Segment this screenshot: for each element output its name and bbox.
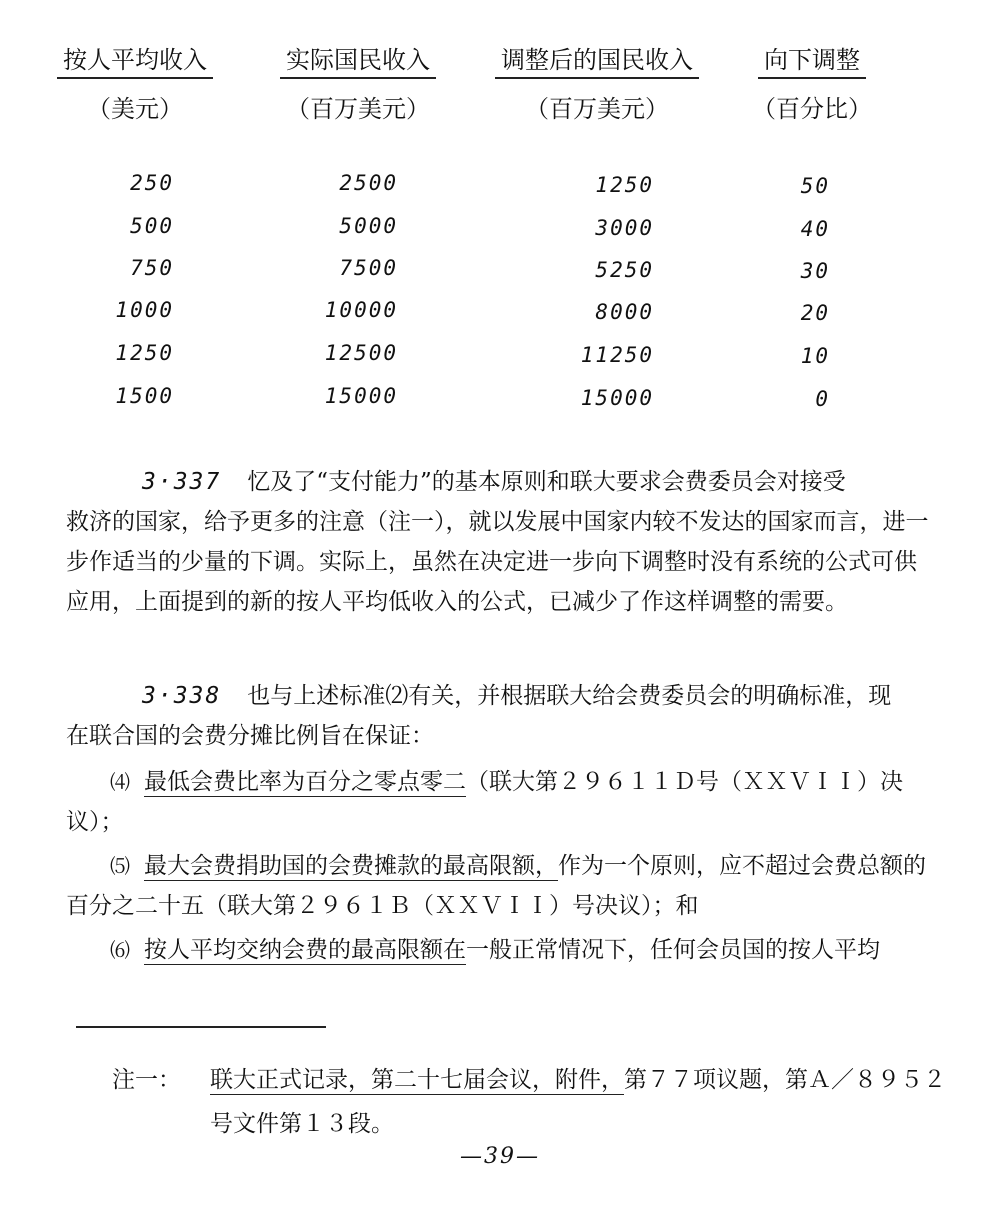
table-cell: 1500 bbox=[115, 384, 174, 408]
table-cell: 40 bbox=[800, 217, 830, 241]
paragraph-3-338 bbox=[66, 676, 938, 756]
item-label: ⑷ bbox=[110, 770, 130, 794]
header-adjusted-national-income bbox=[492, 40, 702, 124]
header-unit: （美元） bbox=[87, 95, 183, 123]
item-text: （联大第２９６１１Ｄ号（ＸＸＶＩＩ）决议）； bbox=[66, 769, 903, 835]
table-cell: 8000 bbox=[595, 300, 654, 324]
table-cell: 10 bbox=[800, 344, 830, 368]
header-title: 按人平均收入 bbox=[57, 40, 213, 79]
footnote-continuation: 号文件第１３段。 bbox=[210, 1111, 394, 1137]
header-title: 调整后的国民收入 bbox=[495, 40, 699, 79]
table-cell: 50 bbox=[800, 174, 830, 198]
table-cell: 500 bbox=[130, 214, 174, 238]
list-item-5 bbox=[66, 846, 938, 926]
header-actual-national-income bbox=[268, 40, 448, 124]
table-cell: 5250 bbox=[595, 258, 654, 282]
table-cell: 11250 bbox=[580, 343, 654, 367]
paragraph-first-line bbox=[66, 462, 938, 502]
table-cell: 30 bbox=[800, 259, 830, 283]
footnote-underlined-text: 联大正式记录，第二十七届会议，附件， bbox=[210, 1067, 624, 1093]
table-cell: 5000 bbox=[339, 214, 398, 238]
paragraph-3-337 bbox=[66, 462, 938, 622]
table-cell: 20 bbox=[800, 301, 830, 325]
paragraph-first-line bbox=[66, 676, 938, 716]
header-downward-adjustment bbox=[742, 40, 882, 124]
paragraph-number: 3·337 bbox=[142, 469, 222, 495]
item-text: 作为一个原则，应不超过会费总额的百分之二十五（联大第２９６１Ｂ（ＸＸＶＩＩ）号决议）；和 bbox=[66, 853, 926, 919]
item-label: ⑸ bbox=[110, 854, 130, 878]
table-cell: 15000 bbox=[580, 386, 654, 410]
table-cell: 2500 bbox=[339, 171, 398, 195]
header-unit: （百万美元） bbox=[286, 95, 430, 123]
footnote bbox=[112, 1058, 982, 1146]
table-cell: 1000 bbox=[115, 298, 174, 322]
paragraph-text: 也与上述标准⑵有关，并根据联大给会费委员会的明确标准，现 bbox=[247, 683, 892, 709]
header-title: 实际国民收入 bbox=[280, 40, 436, 79]
table-cell: 3000 bbox=[595, 216, 654, 240]
table-cell: 15000 bbox=[324, 384, 398, 408]
item-underlined-text: 按人平均交纳会费的最高限额在 bbox=[144, 937, 466, 963]
header-unit: （百万美元） bbox=[525, 95, 669, 123]
table-cell: 1250 bbox=[115, 341, 174, 365]
header-unit: （百分比） bbox=[752, 95, 872, 123]
paragraph-continuation: 在联合国的会费分摊比例旨在保证： bbox=[66, 723, 434, 749]
list-item-6 bbox=[66, 930, 938, 970]
paragraph-number: 3·338 bbox=[142, 683, 222, 709]
footnote-text: 第７７项议题，第Ａ／８９５２ bbox=[624, 1067, 946, 1093]
table-cell: 1250 bbox=[595, 173, 654, 197]
table-cell: 12500 bbox=[324, 341, 398, 365]
item-text: 一般正常情况下，任何会员国的按人平均 bbox=[466, 937, 880, 963]
item-label-wrap bbox=[66, 937, 144, 963]
item-label-wrap bbox=[66, 769, 144, 795]
item-label-wrap bbox=[66, 853, 144, 879]
page-number: —39— bbox=[460, 1144, 540, 1169]
header-per-capita-income bbox=[50, 40, 220, 124]
table-cell: 750 bbox=[130, 256, 174, 280]
table-cell: 7500 bbox=[339, 256, 398, 280]
table-cell: 10000 bbox=[324, 298, 398, 322]
footnote-divider bbox=[76, 1026, 326, 1028]
table-cell: 0 bbox=[815, 387, 830, 411]
item-underlined-text: 最大会费捐助国的会费摊款的最高限额， bbox=[144, 853, 558, 879]
table-cell: 250 bbox=[130, 171, 174, 195]
paragraph-continuation: 救济的国家，给予更多的注意（注一），就以发展中国家内较不发达的国家而言，进一步作适当的少量的下调。实际上，虽然在决定进一步向下调整时没有系统的公式可供应用，上面提到的新的按人平均低收入的公式，已减少了作这样调整的需要。 bbox=[66, 509, 929, 615]
item-underlined-text: 最低会费比率为百分之零点零二 bbox=[144, 769, 466, 795]
item-label: ⑹ bbox=[110, 938, 130, 962]
list-item-4 bbox=[66, 762, 938, 842]
paragraph-text: 忆及了“支付能力”的基本原则和联大要求会费委员会对接受 bbox=[247, 469, 846, 495]
footnote-label: 注一： bbox=[112, 1067, 181, 1093]
header-title: 向下调整 bbox=[758, 40, 866, 79]
